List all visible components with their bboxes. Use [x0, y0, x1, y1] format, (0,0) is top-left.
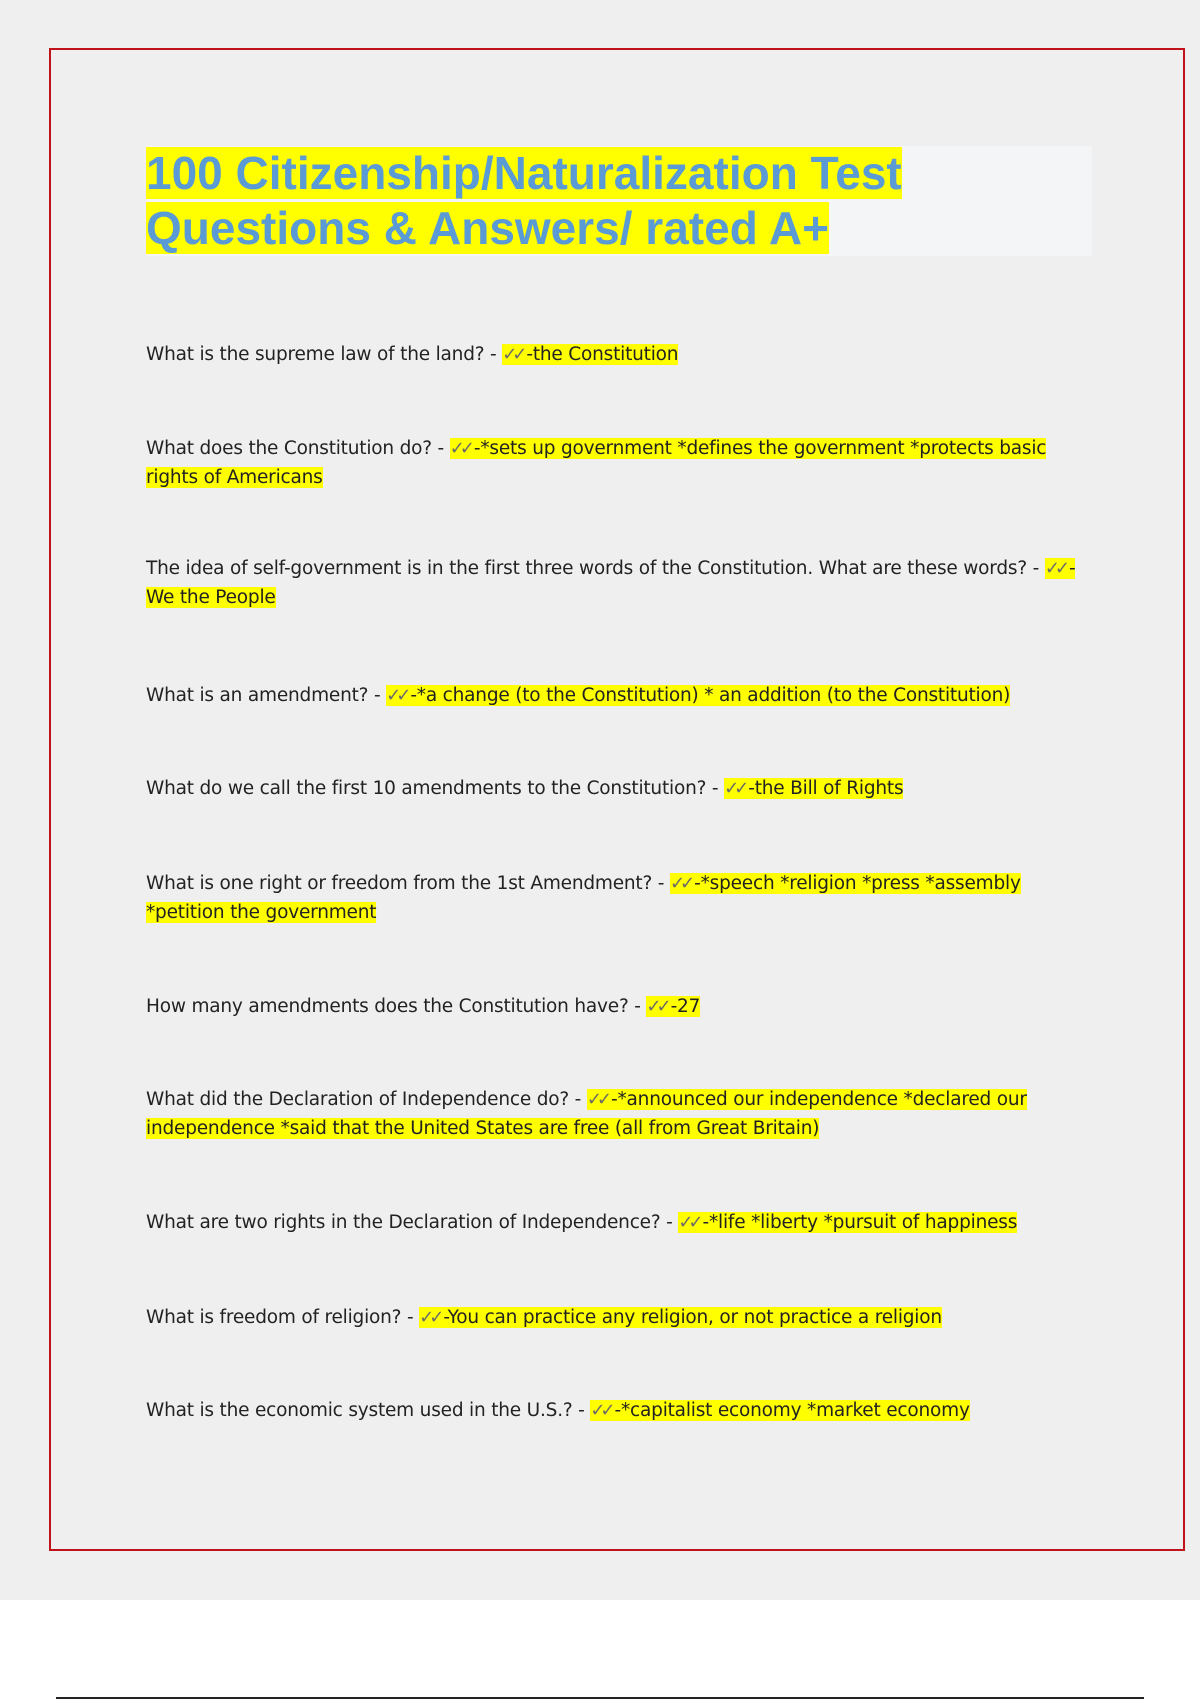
question-text: What is freedom of religion? -	[146, 1307, 420, 1328]
question-text: What do we call the first 10 amendments to the Constitution? -	[146, 778, 725, 799]
answer-text: -We the People	[146, 558, 1076, 608]
double-check-icon: ✓✓	[502, 344, 523, 365]
qa-item	[146, 554, 1096, 612]
double-check-icon: ✓✓	[449, 438, 470, 459]
question-text: What is an amendment? -	[146, 685, 387, 706]
title-line-2: Questions & Answers/ rated A+	[146, 202, 829, 254]
answer-highlight	[646, 996, 700, 1017]
question-text: What did the Declaration of Independence do? -	[146, 1089, 587, 1110]
question-text: The idea of self-government is in the first three words of the Constitution. What are these words? -	[146, 558, 1045, 579]
qa-item	[146, 434, 1096, 492]
double-check-icon: ✓✓	[678, 1212, 699, 1233]
double-check-icon: ✓✓	[669, 873, 691, 894]
answer-text: -*sets up government *defines the government *protects basic rights of Americans	[146, 438, 1047, 488]
double-check-icon: ✓✓	[1044, 558, 1065, 579]
question-text: What are two rights in the Declaration of Independence? -	[146, 1212, 679, 1233]
answer-text: -*a change (to the Constitution) * an addition (to the Constitution)	[410, 685, 1011, 706]
question-text: What is the economic system used in the U.S.? -	[146, 1400, 591, 1421]
answer-text: -*announced our independence *declared our independence *said that the United States are free (all from Great Britain)	[146, 1089, 1027, 1139]
footer-rule	[56, 1697, 1144, 1699]
qa-item	[146, 681, 1096, 710]
answer-text: -*life *liberty *pursuit of happiness	[702, 1212, 1018, 1233]
question-text: How many amendments does the Constitution have? -	[146, 996, 647, 1017]
qa-item	[146, 774, 1096, 803]
answer-text: -*speech *religion *press *assembly *petition the government	[146, 873, 1021, 923]
qa-item	[146, 992, 1096, 1021]
question-text: What is the supreme law of the land? -	[146, 344, 503, 365]
double-check-icon: ✓✓	[586, 1089, 608, 1110]
answer-highlight	[678, 1212, 1017, 1233]
answer-text: -the Bill of Rights	[748, 778, 904, 799]
double-check-icon: ✓✓	[590, 1400, 611, 1421]
double-check-icon: ✓✓	[386, 685, 407, 706]
question-text: What does the Constitution do? -	[146, 438, 450, 459]
title-block	[146, 146, 1092, 256]
question-text: What is one right or freedom from the 1st Amendment? -	[146, 873, 670, 894]
double-check-icon: ✓✓	[724, 778, 745, 799]
answer-highlight	[502, 344, 678, 365]
answer-text: -the Constitution	[526, 344, 679, 365]
answer-highlight	[419, 1307, 942, 1328]
double-check-icon: ✓✓	[419, 1307, 440, 1328]
answer-highlight	[590, 1400, 969, 1421]
answer-text: -You can practice any religion, or not practice a religion	[443, 1307, 942, 1328]
qa-item	[146, 869, 1096, 927]
qa-item	[146, 340, 1096, 369]
qa-item	[146, 1396, 1096, 1425]
document-title	[146, 146, 1092, 256]
qa-item	[146, 1303, 1096, 1332]
answer-text: -27	[670, 996, 701, 1017]
answer-text: -*capitalist economy *market economy	[614, 1400, 970, 1421]
answer-highlight	[386, 685, 1010, 706]
answer-highlight	[724, 778, 903, 799]
double-check-icon: ✓✓	[646, 996, 667, 1017]
title-line-1: 100 Citizenship/Naturalization Test	[146, 147, 902, 199]
qa-item	[146, 1085, 1096, 1143]
qa-item	[146, 1208, 1096, 1237]
